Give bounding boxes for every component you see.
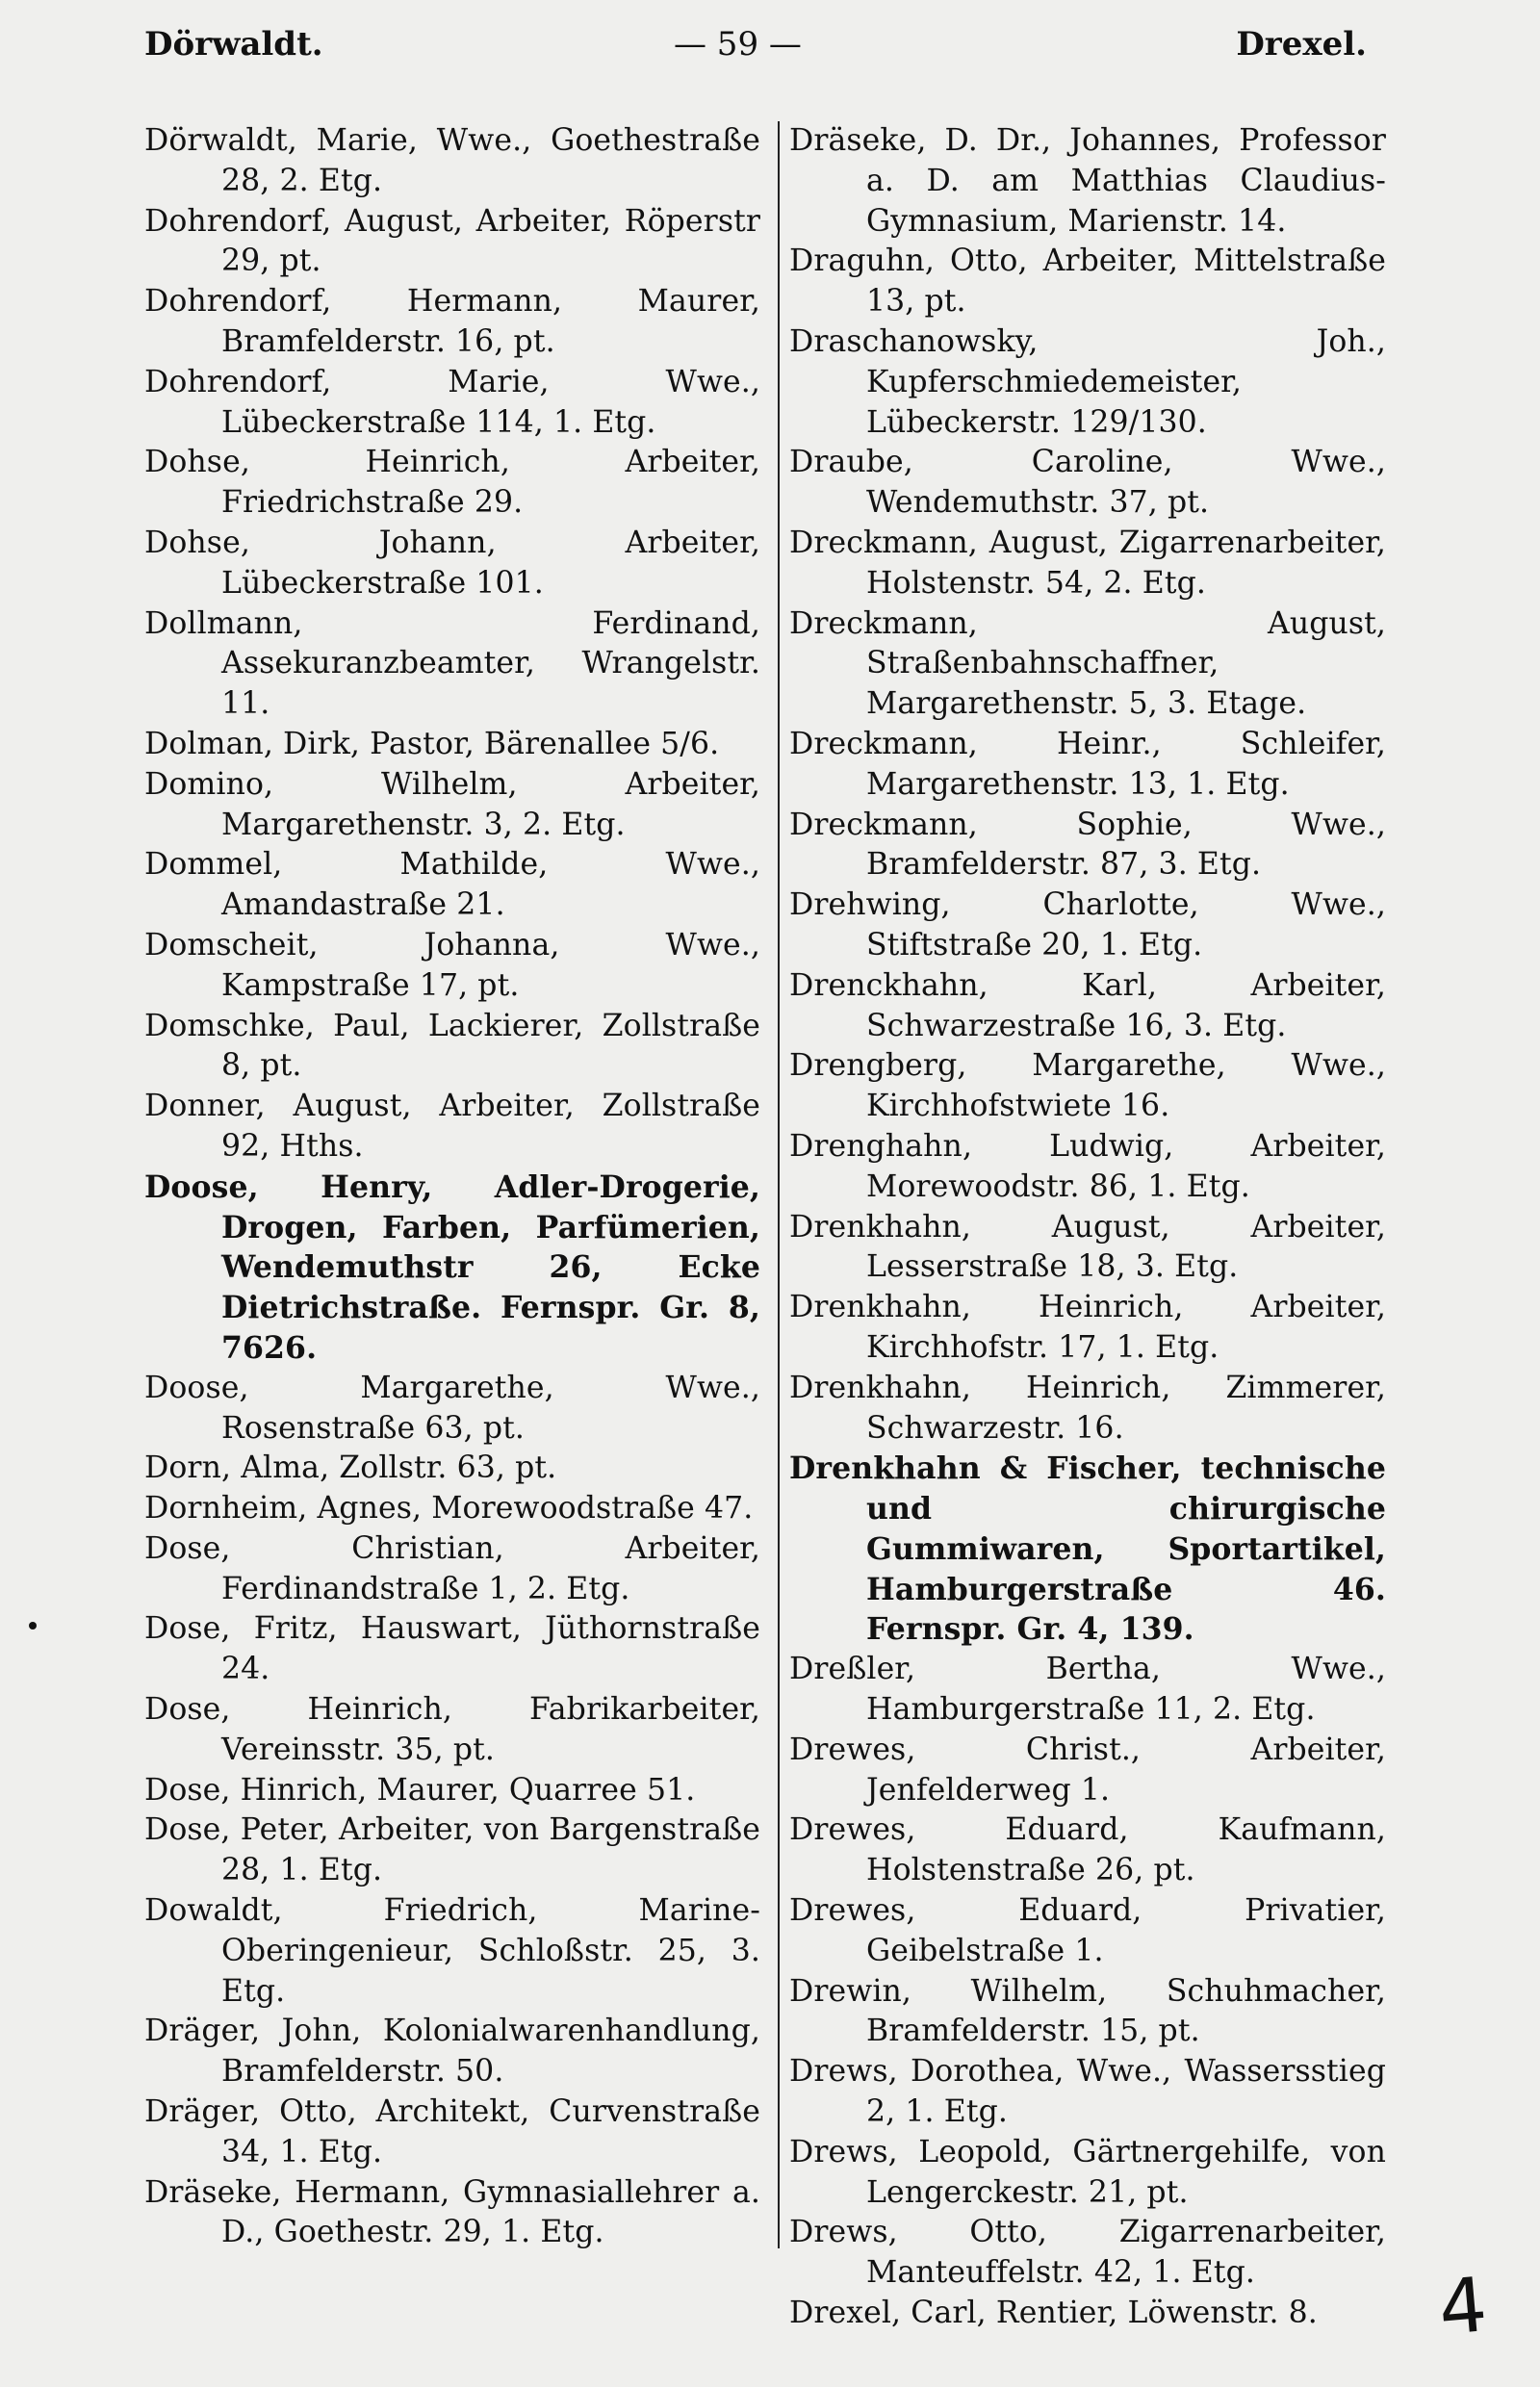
- directory-entry: Draguhn, Otto, Arbeiter, Mittelstraße 13, pt.: [789, 244, 1386, 320]
- left-column: [144, 121, 760, 2253]
- directory-entry: Dowaldt, Friedrich, Marine-Oberingenieur, Schloßstr. 25, 3. Etg.: [144, 1893, 760, 2009]
- directory-entry: Dreckmann, August, Straßenbahnschaffner, Margarethenstr. 5, 3. Etage.: [789, 605, 1386, 722]
- directory-entry: Domschke, Paul, Lackierer, Zollstraße 8, pt.: [144, 1008, 760, 1084]
- directory-entry: Drews, Leopold, Gärtnergehilfe, von Lengerckestr. 21, pt.: [789, 2134, 1386, 2210]
- page-number: — 59 —: [674, 25, 802, 64]
- column-divider: [778, 121, 780, 2248]
- directory-entry: Dohrendorf, Marie, Wwe., Lübeckerstraße 114, 1. Etg.: [144, 364, 760, 440]
- right-column: [789, 121, 1386, 2334]
- directory-entry: Dreckmann, August, Zigarrenarbeiter, Holstenstr. 54, 2. Etg.: [789, 525, 1386, 601]
- directory-entry: Drenghahn, Ludwig, Arbeiter, Morewoodstr. 86, 1. Etg.: [789, 1128, 1386, 1204]
- directory-entry: Draschanowsky, Joh., Kupferschmiedemeister, Lübeckerstr. 129/130.: [789, 323, 1386, 440]
- directory-entry: Dose, Christian, Arbeiter, Ferdinandstraße 1, 2. Etg.: [144, 1530, 760, 1606]
- directory-entry: Dose, Fritz, Hauswart, Jüthornstraße 24.: [144, 1611, 760, 1687]
- directory-entry: Domino, Wilhelm, Arbeiter, Margarethenstr. 3, 2. Etg.: [144, 766, 760, 842]
- directory-entry: Dräger, Otto, Architekt, Curvenstraße 34, 1. Etg.: [144, 2094, 760, 2169]
- directory-entry: Dohse, Heinrich, Arbeiter, Friedrichstraße 29.: [144, 445, 760, 521]
- corner-handwritten-mark: 4: [1435, 2262, 1491, 2352]
- directory-entry: Dörwaldt, Marie, Wwe., Goethestraße 28, 2. Etg.: [144, 123, 760, 198]
- directory-entry: Dommel, Mathilde, Wwe., Amandastraße 21.: [144, 847, 760, 923]
- directory-entry: Dreckmann, Sophie, Wwe., Bramfelderstr. 87, 3. Etg.: [789, 807, 1386, 883]
- directory-entry: Drenkhahn, Heinrich, Arbeiter, Kirchhofstr. 17, 1. Etg.: [789, 1290, 1386, 1365]
- directory-entry: Dohrendorf, Hermann, Maurer, Bramfelderstr. 16, pt.: [144, 284, 760, 359]
- directory-entry: Doose, Margarethe, Wwe., Rosenstraße 63, pt.: [144, 1370, 760, 1446]
- directory-entry: Dräseke, Hermann, Gymnasiallehrer a. D., Goethestr. 29, 1. Etg.: [144, 2174, 760, 2250]
- ink-dot: [29, 1622, 37, 1630]
- directory-entry: Dräger, John, Kolonialwarenhandlung, Bramfelderstr. 50.: [144, 2014, 760, 2090]
- directory-entry: Dose, Heinrich, Fabrikarbeiter, Vereinsstr. 35, pt.: [144, 1692, 760, 1767]
- directory-entry: Dollmann, Ferdinand, Assekuranzbeamter, Wrangelstr. 11.: [144, 605, 760, 722]
- header-right-keyword: Drexel.: [1236, 25, 1367, 64]
- directory-entry: Doose, Henry, Adler-Drogerie, Drogen, Farben, Parfümerien, Wendemuthstr 26, Ecke Dietrichstraße. Fernspr. Gr. 8, 7626.: [144, 1168, 760, 1366]
- directory-entry: Dreckmann, Heinr., Schleifer, Margarethenstr. 13, 1. Etg.: [789, 726, 1386, 802]
- directory-entry: Drews, Dorothea, Wwe., Wassersstieg 2, 1. Etg.: [789, 2054, 1386, 2130]
- directory-entry: Drewes, Christ., Arbeiter, Jenfelderweg 1.: [789, 1732, 1386, 1808]
- directory-entry: Dräseke, D. Dr., Johannes, Professor a. D. am Matthias Claudius-Gymnasium, Marienstr. 14.: [789, 123, 1386, 239]
- page-header: [144, 25, 1367, 83]
- directory-entry: Drewes, Eduard, Privatier, Geibelstraße 1.: [789, 1893, 1386, 1968]
- directory-entry: Domscheit, Johanna, Wwe., Kampstraße 17, pt.: [144, 927, 760, 1003]
- directory-entry: Drexel, Carl, Rentier, Löwenstr. 8.: [789, 2296, 1318, 2331]
- directory-entry: Dohse, Johann, Arbeiter, Lübeckerstraße 101.: [144, 525, 760, 601]
- directory-entry: Drewes, Eduard, Kaufmann, Holstenstraße 26, pt.: [789, 1812, 1386, 1888]
- directory-entry: Dorn, Alma, Zollstr. 63, pt.: [144, 1450, 557, 1486]
- directory-entry: Drenkhahn, August, Arbeiter, Lesserstraße 18, 3. Etg.: [789, 1209, 1386, 1285]
- directory-entry: Dose, Hinrich, Maurer, Quarree 51.: [144, 1772, 696, 1808]
- directory-entry: Donner, August, Arbeiter, Zollstraße 92, Hths.: [144, 1089, 760, 1164]
- directory-entry: Dreßler, Bertha, Wwe., Hamburgerstraße 11, 2. Etg.: [789, 1652, 1386, 1728]
- directory-entry: Drehwing, Charlotte, Wwe., Stiftstraße 20, 1. Etg.: [789, 887, 1386, 962]
- directory-entry: Drenckhahn, Karl, Arbeiter, Schwarzestraße 16, 3. Etg.: [789, 967, 1386, 1043]
- header-left-keyword: Dörwaldt.: [144, 25, 323, 64]
- directory-entry: Draube, Caroline, Wwe., Wendemuthstr. 37, pt.: [789, 445, 1386, 521]
- directory-entry: Drewin, Wilhelm, Schuhmacher, Bramfelderstr. 15, pt.: [789, 1973, 1386, 2049]
- directory-entry: Drenkhahn, Heinrich, Zimmerer, Schwarzestr. 16.: [789, 1370, 1386, 1446]
- directory-entry: Dose, Peter, Arbeiter, von Bargenstraße 28, 1. Etg.: [144, 1812, 760, 1888]
- directory-entry: Drews, Otto, Zigarrenarbeiter, Manteuffelstr. 42, 1. Etg.: [789, 2215, 1386, 2291]
- directory-entry: Dohrendorf, August, Arbeiter, Röperstr 29, pt.: [144, 203, 760, 279]
- directory-entry: Dolman, Dirk, Pastor, Bärenallee 5/6.: [144, 726, 720, 761]
- directory-entry: Dornheim, Agnes, Morewoodstraße 47.: [144, 1491, 754, 1527]
- directory-entry: Drenkhahn & Fischer, technische und chirurgische Gummiwaren, Sportartikel, Hamburgerstraße 46. Fernspr. Gr. 4, 139.: [789, 1450, 1386, 1648]
- directory-entry: Drengberg, Margarethe, Wwe., Kirchhofstwiete 16.: [789, 1048, 1386, 1124]
